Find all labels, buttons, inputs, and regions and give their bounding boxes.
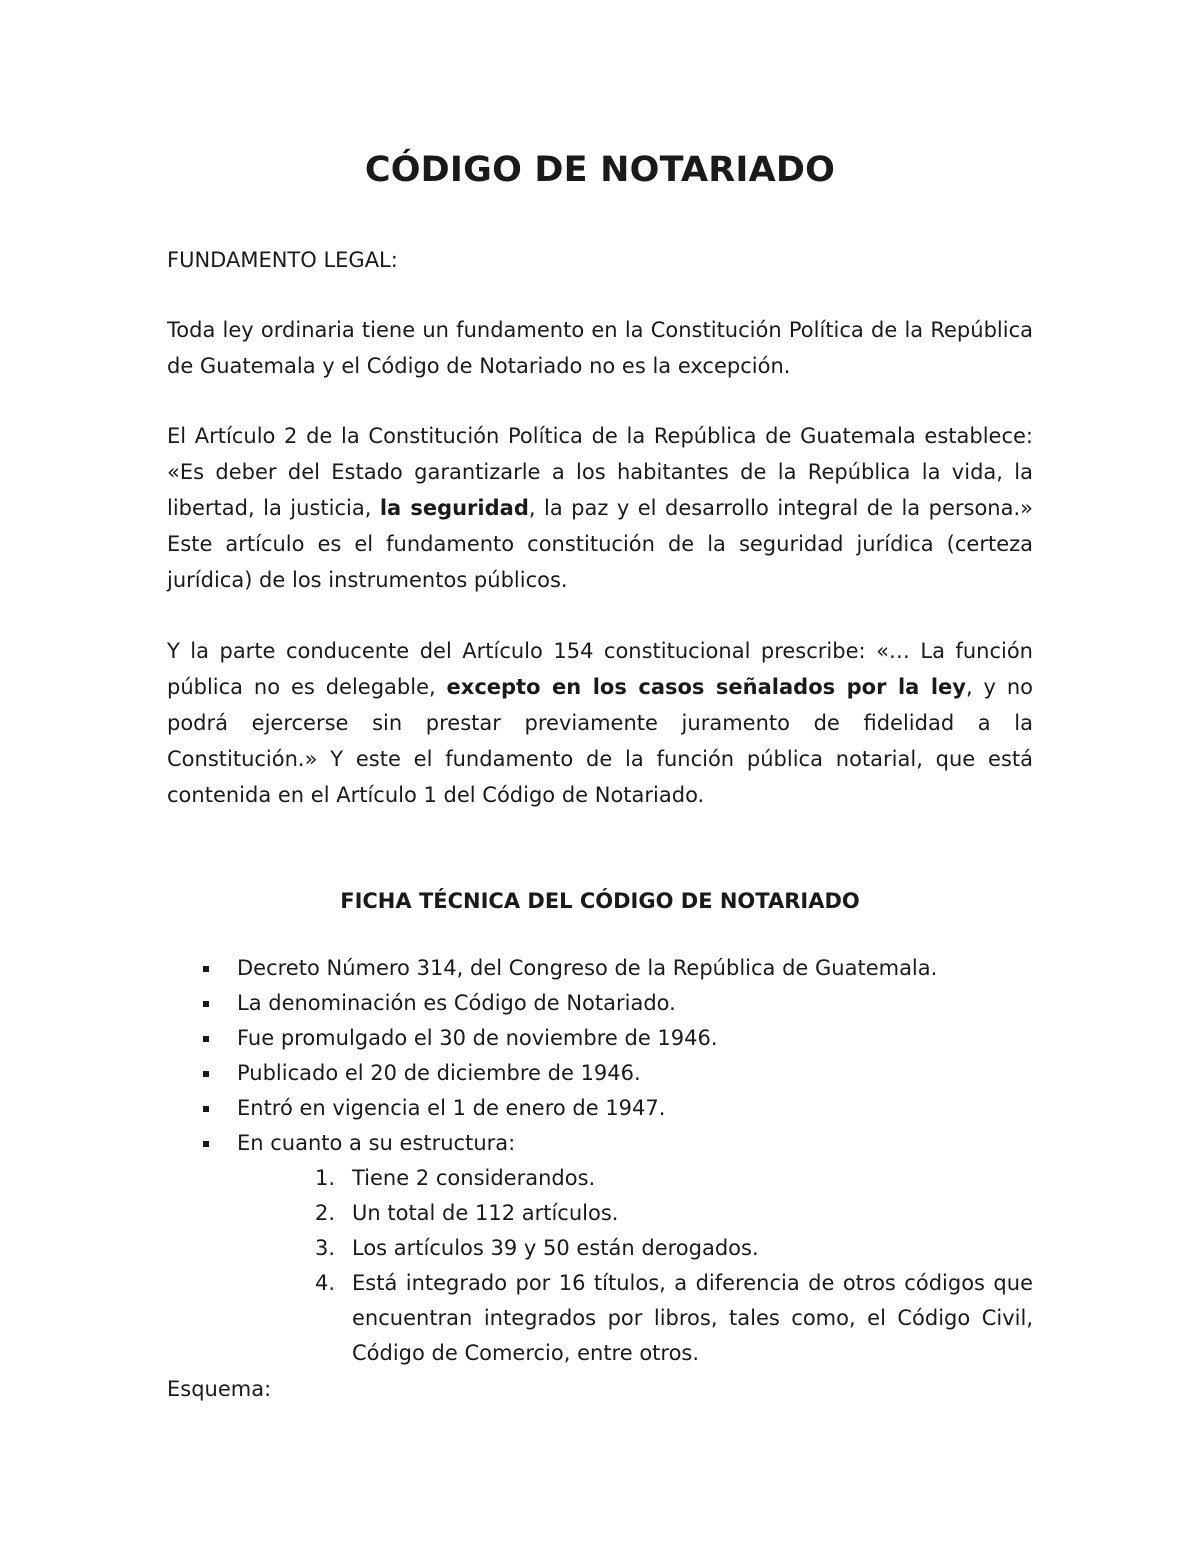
paragraph-text: , la paz y el desarrollo integral de la persona.» Este artículo es el fundamento constitución de la seguridad jurídica (certeza jurídica) de los instrumentos públicos. xyxy=(167,496,1034,592)
fundamento-label: FUNDAMENTO LEGAL: xyxy=(167,248,398,272)
paragraph-articulo-2 xyxy=(167,418,1033,598)
list-item xyxy=(167,1056,1033,1091)
list-item xyxy=(167,951,1033,986)
ficha-tecnica-heading: FICHA TÉCNICA DEL CÓDIGO DE NOTARIADO xyxy=(340,889,860,913)
bold-phrase: excepto en los casos señalados por la ley xyxy=(446,675,966,699)
esquema-label: Esquema: xyxy=(167,1377,272,1401)
paragraph-text: El Artículo 2 de la Constitución Política de la República de Guatemala establece: «Es deber del Estado garantizarle a los habitantes de la República la vida, la libertad, la justicia, xyxy=(167,424,1033,520)
square-bullet-icon xyxy=(203,1001,209,1007)
numbered-item xyxy=(284,1196,1033,1231)
list-item-text: Decreto Número 314, del Congreso de la República de Guatemala. xyxy=(237,956,938,980)
item-number: 1. xyxy=(315,1166,336,1190)
square-bullet-icon xyxy=(203,1071,209,1077)
item-text: Los artículos 39 y 50 están derogados. xyxy=(352,1236,759,1260)
square-bullet-icon xyxy=(203,1141,209,1147)
document-title: CÓDIGO DE NOTARIADO xyxy=(364,150,836,190)
item-number: 3. xyxy=(315,1236,336,1260)
list-item-text: Entró en vigencia el 1 de enero de 1947. xyxy=(237,1096,666,1120)
square-bullet-icon xyxy=(203,1106,209,1112)
square-bullet-icon xyxy=(203,966,209,972)
list-item-text: La denominación es Código de Notariado. xyxy=(237,991,676,1015)
paragraph-text: Y la parte conducente del Artículo 154 constitucional prescribe: «… La función pública no es delegable, xyxy=(167,639,1033,699)
paragraph-text: , y no podrá ejercerse sin prestar previamente juramento de fidelidad a la Constitución.» Y este el fundamento de la función pública notarial, que está contenida en el Artículo 1 del Código de Notariado. xyxy=(167,675,1033,807)
list-item xyxy=(167,1091,1033,1126)
item-text: Está integrado por 16 títulos, a diferencia de otros códigos que encuentran integrados por libros, tales como, el Código Civil, Código de Comercio, entre otros. xyxy=(352,1271,1033,1365)
list-item xyxy=(167,986,1033,1021)
paragraph-articulo-154 xyxy=(167,633,1033,813)
list-item-text: En cuanto a su estructura: xyxy=(237,1131,516,1155)
item-number: 2. xyxy=(315,1201,336,1225)
item-text: Un total de 112 artículos. xyxy=(352,1201,619,1225)
structure-list xyxy=(167,1161,1033,1371)
paragraph-intro: Toda ley ordinaria tiene un fundamento en la Constitución Política de la República de Guatemala y el Código de Notariado no es la excepción. xyxy=(167,318,1033,378)
list-item xyxy=(167,1126,1033,1161)
square-bullet-icon xyxy=(203,1036,209,1042)
facts-list xyxy=(167,951,1033,1161)
numbered-item xyxy=(284,1266,1033,1371)
list-item xyxy=(167,1021,1033,1056)
bold-phrase: la seguridad xyxy=(379,496,529,520)
list-item-text: Publicado el 20 de diciembre de 1946. xyxy=(237,1061,641,1085)
item-number: 4. xyxy=(315,1271,336,1295)
item-text: Tiene 2 considerandos. xyxy=(352,1166,596,1190)
list-item-text: Fue promulgado el 30 de noviembre de 1946. xyxy=(237,1026,718,1050)
numbered-item xyxy=(284,1161,1033,1196)
numbered-item xyxy=(284,1231,1033,1266)
